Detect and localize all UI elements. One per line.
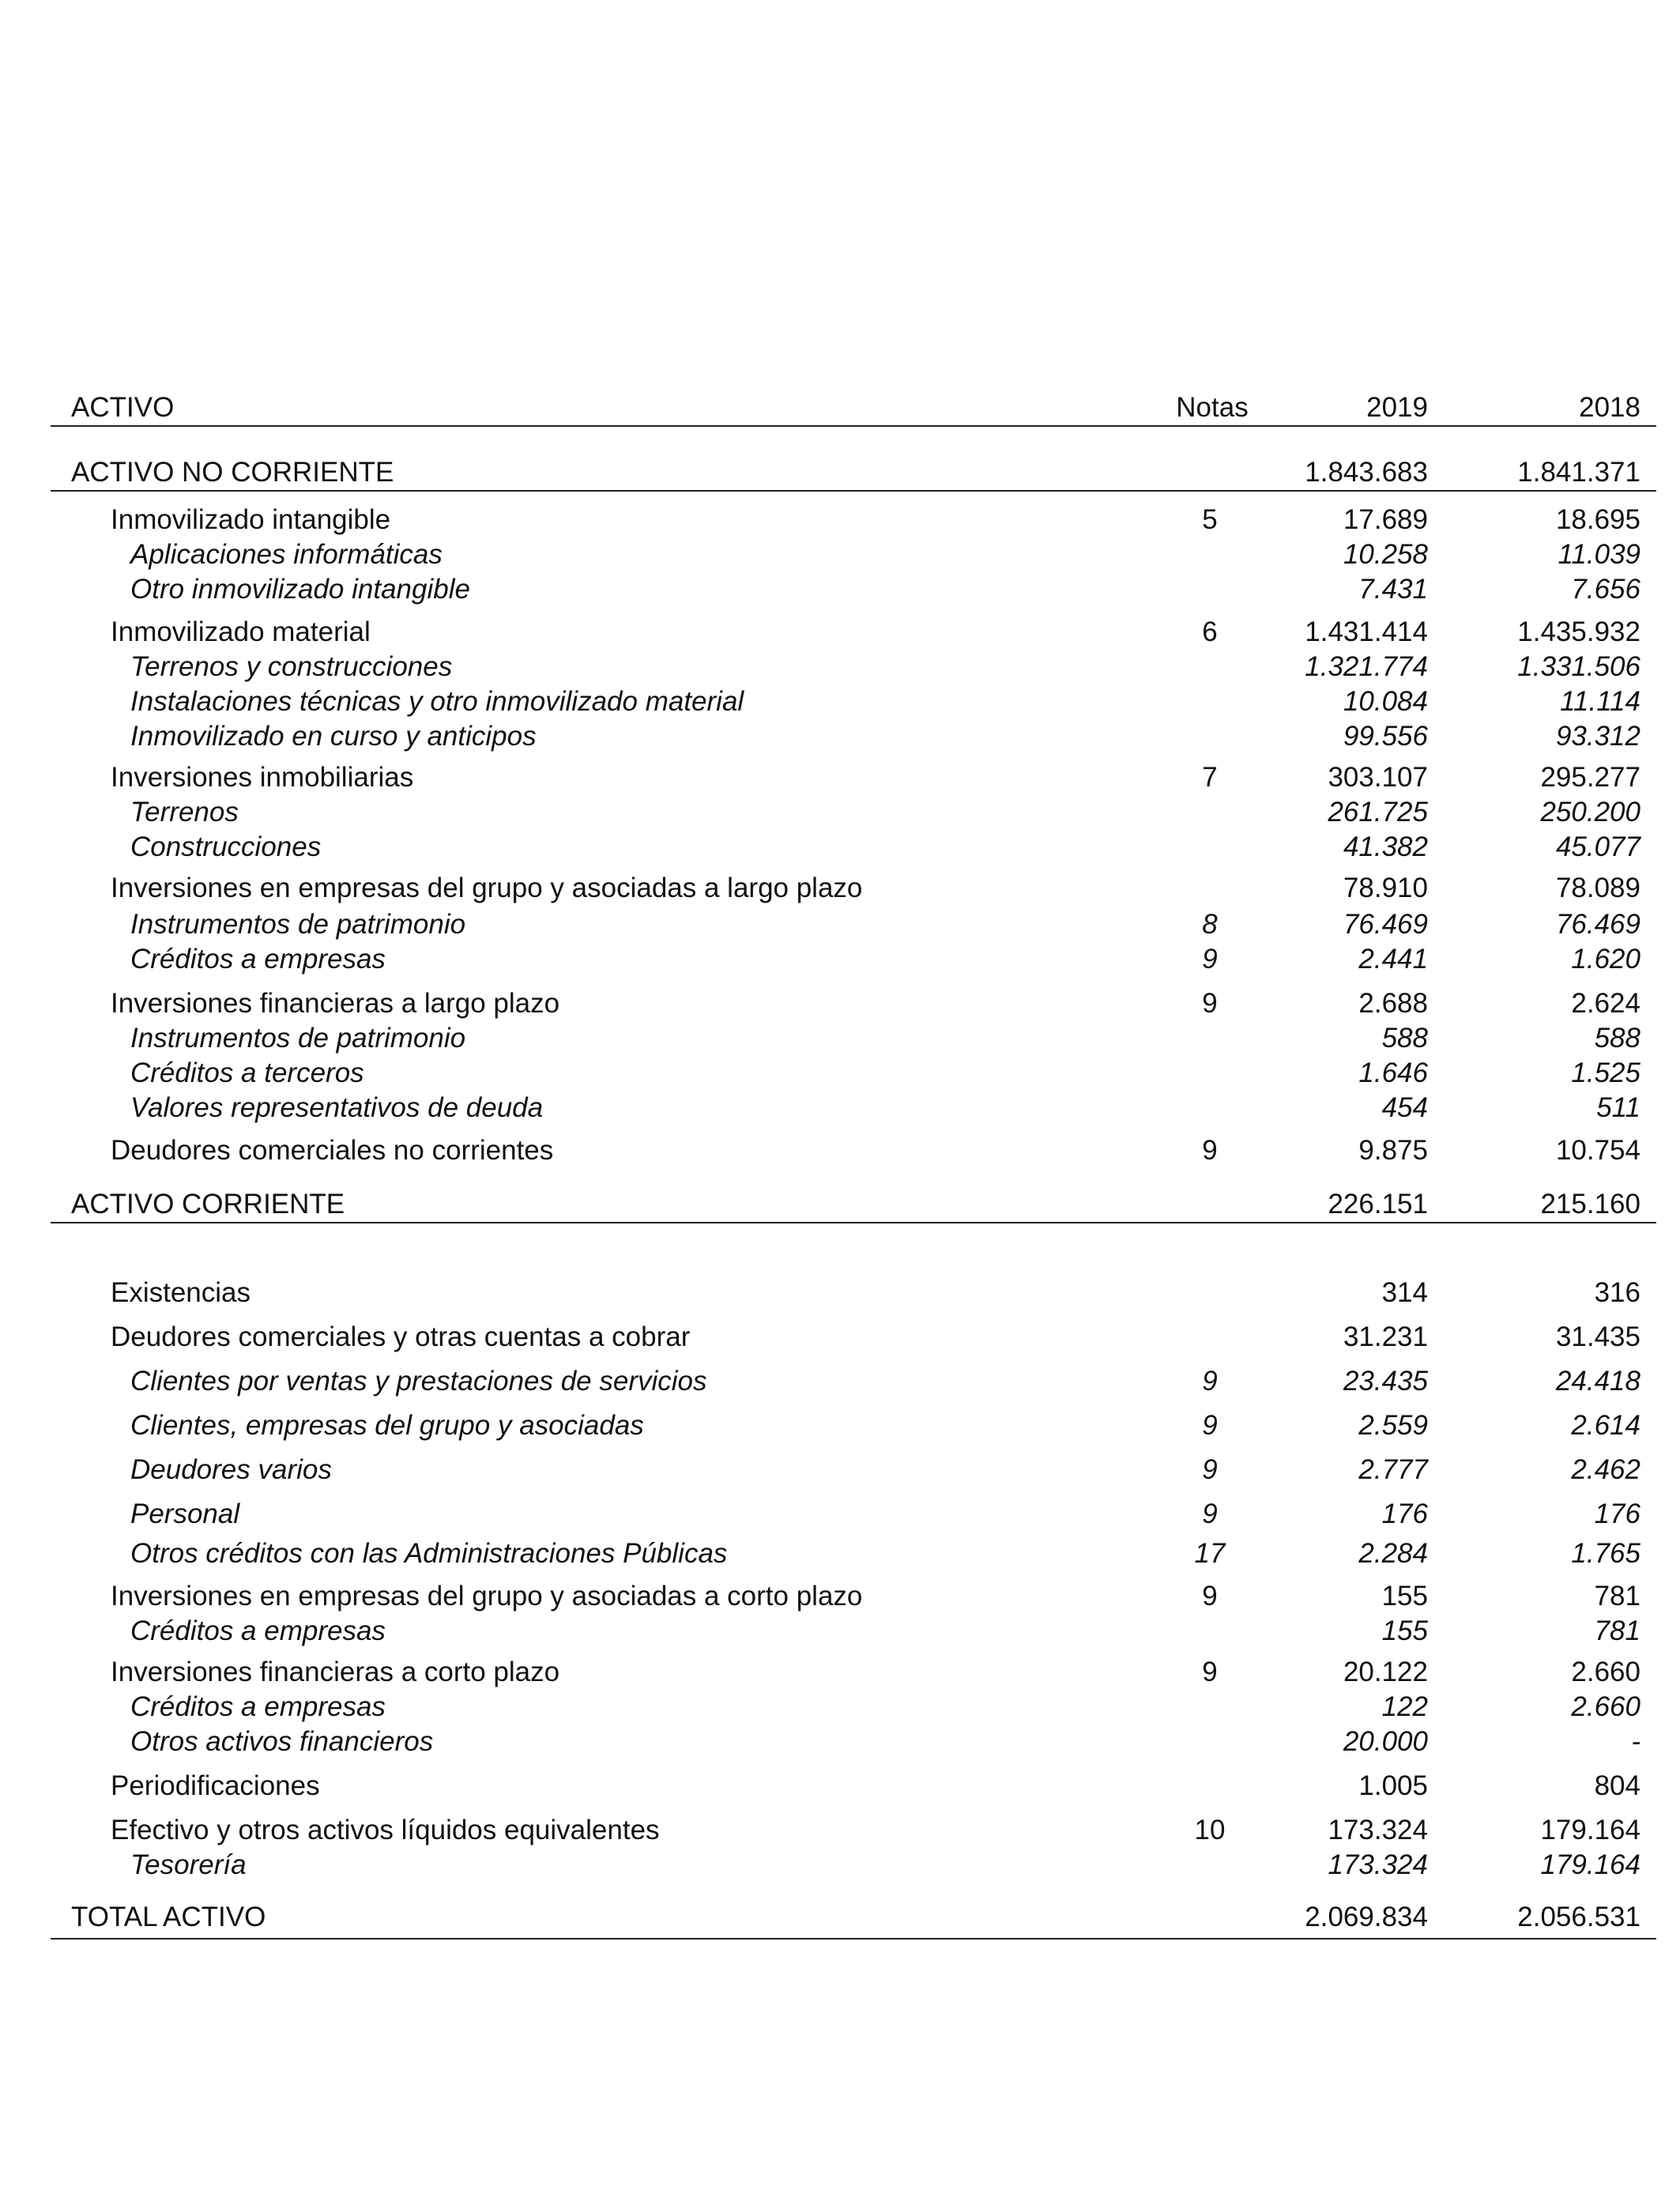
table-row bbox=[51, 1318, 1656, 1356]
row-value-2019: 10.084 bbox=[1343, 686, 1428, 717]
table-row bbox=[51, 869, 1656, 907]
row-value-2019: 1.005 bbox=[1358, 1770, 1428, 1801]
row-value-2019: 41.382 bbox=[1343, 831, 1428, 862]
table-row bbox=[51, 1535, 1656, 1573]
row-value-2018: 76.469 bbox=[1555, 909, 1640, 940]
row-label: Inversiones financieras a corto plazo bbox=[111, 1657, 560, 1687]
row-value-2018: 18.695 bbox=[1555, 504, 1640, 535]
row-value-2018: 511 bbox=[1596, 1092, 1640, 1123]
row-value-2018: 2.660 bbox=[1571, 1657, 1640, 1687]
row-value-2018: 1.435.932 bbox=[1517, 616, 1640, 647]
table-row bbox=[51, 1688, 1656, 1726]
row-value-2019: 76.469 bbox=[1343, 909, 1428, 940]
row-value-2018: 1.525 bbox=[1571, 1057, 1640, 1088]
row-label: Aplicaciones informáticas bbox=[130, 539, 443, 570]
row-label: Personal bbox=[130, 1498, 240, 1529]
row-value-2019: 261.725 bbox=[1328, 797, 1428, 827]
table-row bbox=[51, 1407, 1656, 1445]
row-value-2019: 2.284 bbox=[1358, 1538, 1428, 1569]
row-label: Instrumentos de patrimonio bbox=[130, 909, 466, 940]
row-label: Inversiones financieras a largo plazo bbox=[111, 988, 560, 1019]
row-value-2019: 2.559 bbox=[1358, 1410, 1428, 1441]
header-rule bbox=[51, 425, 1656, 427]
row-value-2019: 226.151 bbox=[1328, 1189, 1428, 1220]
row-label: Inmovilizado intangible bbox=[111, 504, 391, 535]
table-row bbox=[51, 941, 1656, 978]
row-note: 9 bbox=[1202, 1366, 1218, 1397]
table-row bbox=[51, 718, 1656, 756]
table-row bbox=[51, 906, 1656, 944]
table-row bbox=[51, 1612, 1656, 1650]
row-value-2019: 1.646 bbox=[1358, 1057, 1428, 1088]
row-label: Efectivo y otros activos líquidos equivalentes bbox=[111, 1815, 660, 1845]
table-row bbox=[51, 1186, 1656, 1223]
row-value-2018: 10.754 bbox=[1555, 1135, 1640, 1166]
row-label: Créditos a empresas bbox=[130, 1615, 386, 1646]
row-value-2019: 173.324 bbox=[1328, 1849, 1428, 1880]
row-label: Tesorería bbox=[130, 1849, 247, 1880]
row-value-2019: 9.875 bbox=[1358, 1135, 1428, 1166]
row-value-2019: 176 bbox=[1381, 1498, 1428, 1529]
row-value-2019: 454 bbox=[1381, 1092, 1428, 1123]
row-value-2019: 155 bbox=[1381, 1581, 1428, 1612]
row-note: 9 bbox=[1202, 988, 1218, 1019]
row-label: Créditos a terceros bbox=[130, 1057, 364, 1088]
row-value-2019: 1.843.683 bbox=[1305, 457, 1428, 488]
table-row bbox=[51, 454, 1656, 492]
row-note: 9 bbox=[1202, 1581, 1218, 1612]
row-note: 5 bbox=[1202, 504, 1218, 535]
row-note: 8 bbox=[1202, 909, 1218, 940]
row-note: 9 bbox=[1202, 1657, 1218, 1687]
row-value-2019: 99.556 bbox=[1343, 721, 1428, 752]
table-row bbox=[51, 683, 1656, 721]
row-value-2019: 122 bbox=[1381, 1691, 1428, 1722]
row-label: Periodificaciones bbox=[111, 1770, 320, 1801]
row-label: Inmovilizado material bbox=[111, 616, 371, 647]
table-row bbox=[51, 613, 1656, 651]
row-value-2018: 2.056.531 bbox=[1517, 1902, 1640, 1932]
table-row bbox=[51, 1723, 1656, 1761]
row-value-2018: 11.114 bbox=[1560, 686, 1640, 717]
row-label: Créditos a empresas bbox=[130, 1691, 386, 1722]
table-header bbox=[51, 389, 1656, 427]
table-row bbox=[51, 1846, 1656, 1884]
header-year-2019: 2019 bbox=[1366, 392, 1428, 423]
table-row bbox=[51, 794, 1656, 831]
table-row bbox=[51, 501, 1656, 539]
table-row bbox=[51, 1653, 1656, 1691]
row-value-2019: 20.000 bbox=[1343, 1726, 1428, 1757]
row-label: Instrumentos de patrimonio bbox=[130, 1023, 466, 1054]
table-row bbox=[51, 759, 1656, 797]
row-label: Deudores comerciales no corrientes bbox=[111, 1135, 554, 1166]
row-label: Otros créditos con las Administraciones Públicas bbox=[130, 1538, 728, 1569]
table-row bbox=[51, 571, 1656, 609]
row-label: Existencias bbox=[111, 1277, 251, 1308]
row-note: 9 bbox=[1202, 944, 1218, 974]
row-note: 9 bbox=[1202, 1454, 1218, 1485]
row-value-2018: 1.331.506 bbox=[1517, 651, 1640, 682]
row-value-2018: 588 bbox=[1594, 1023, 1640, 1054]
row-value-2019: 10.258 bbox=[1343, 539, 1428, 570]
row-value-2018: 781 bbox=[1594, 1581, 1640, 1612]
row-value-2018: 1.765 bbox=[1571, 1538, 1640, 1569]
row-note: 10 bbox=[1194, 1815, 1226, 1845]
row-value-2019: 155 bbox=[1381, 1615, 1428, 1646]
total-rule bbox=[51, 1938, 1656, 1940]
row-value-2018: 316 bbox=[1594, 1277, 1640, 1308]
row-value-2018: 45.077 bbox=[1555, 831, 1640, 862]
row-value-2018: 250.200 bbox=[1540, 797, 1640, 827]
row-label: ACTIVO NO CORRIENTE bbox=[71, 457, 394, 488]
row-value-2018: 24.418 bbox=[1555, 1366, 1640, 1397]
row-value-2018: 2.660 bbox=[1571, 1691, 1640, 1722]
row-value-2018: 2.462 bbox=[1571, 1454, 1640, 1485]
table-row bbox=[51, 1898, 1656, 1936]
table-row bbox=[51, 1020, 1656, 1057]
table-row bbox=[51, 1132, 1656, 1170]
row-label: Otro inmovilizado intangible bbox=[130, 574, 470, 605]
row-label: Terrenos bbox=[130, 797, 239, 827]
row-note: 9 bbox=[1202, 1498, 1218, 1529]
row-value-2019: 7.431 bbox=[1358, 574, 1428, 605]
row-value-2019: 2.777 bbox=[1358, 1454, 1428, 1485]
row-value-2018: 1.620 bbox=[1571, 944, 1640, 974]
row-value-2018: 804 bbox=[1594, 1770, 1640, 1801]
row-value-2018: 179.164 bbox=[1540, 1849, 1640, 1880]
row-value-2019: 314 bbox=[1381, 1277, 1428, 1308]
row-value-2019: 303.107 bbox=[1328, 762, 1428, 793]
table-row bbox=[51, 648, 1656, 686]
row-label: Terrenos y construcciones bbox=[130, 651, 453, 682]
row-label: Inversiones inmobiliarias bbox=[111, 762, 414, 793]
header-year-2018: 2018 bbox=[1579, 392, 1640, 423]
noncurrent-rule bbox=[51, 490, 1656, 492]
table-row bbox=[51, 1274, 1656, 1312]
table-row bbox=[51, 1451, 1656, 1489]
row-value-2018: 78.089 bbox=[1555, 873, 1640, 903]
row-value-2018: 781 bbox=[1594, 1615, 1640, 1646]
row-label: Inmovilizado en curso y anticipos bbox=[130, 721, 537, 752]
header-notes: Notas bbox=[1176, 392, 1249, 423]
row-value-2019: 2.441 bbox=[1358, 944, 1428, 974]
table-row bbox=[51, 536, 1656, 574]
header-title: ACTIVO bbox=[71, 392, 175, 423]
row-note: 17 bbox=[1194, 1538, 1226, 1569]
table-row bbox=[51, 1363, 1656, 1400]
row-label: Créditos a empresas bbox=[130, 944, 386, 974]
table-row bbox=[51, 1054, 1656, 1092]
row-label: TOTAL ACTIVO bbox=[71, 1902, 266, 1932]
table-row bbox=[51, 985, 1656, 1023]
row-label: Otros activos financieros bbox=[130, 1726, 434, 1757]
row-note: 9 bbox=[1202, 1135, 1218, 1166]
row-note: 9 bbox=[1202, 1410, 1218, 1441]
table-row bbox=[51, 1578, 1656, 1615]
row-label: Clientes, empresas del grupo y asociadas bbox=[130, 1410, 644, 1441]
table-row bbox=[51, 1811, 1656, 1849]
row-value-2019: 78.910 bbox=[1343, 873, 1428, 903]
row-value-2019: 1.321.774 bbox=[1305, 651, 1428, 682]
row-value-2018: 295.277 bbox=[1540, 762, 1640, 793]
row-value-2019: 17.689 bbox=[1343, 504, 1428, 535]
row-label: Inversiones en empresas del grupo y asociadas a largo plazo bbox=[111, 873, 863, 903]
row-value-2019: 173.324 bbox=[1328, 1815, 1428, 1845]
row-value-2018: - bbox=[1631, 1726, 1640, 1757]
row-label: Inversiones en empresas del grupo y asociadas a corto plazo bbox=[111, 1581, 863, 1612]
table-row bbox=[51, 1767, 1656, 1805]
row-note: 6 bbox=[1202, 616, 1218, 647]
row-value-2018: 2.624 bbox=[1571, 988, 1640, 1019]
row-value-2018: 176 bbox=[1594, 1498, 1640, 1529]
row-value-2019: 1.431.414 bbox=[1305, 616, 1428, 647]
row-value-2019: 588 bbox=[1381, 1023, 1428, 1054]
row-label: Instalaciones técnicas y otro inmovilizado material bbox=[130, 686, 744, 717]
table-row bbox=[51, 828, 1656, 866]
row-value-2019: 31.231 bbox=[1343, 1321, 1428, 1352]
row-note: 7 bbox=[1202, 762, 1218, 793]
row-value-2019: 2.069.834 bbox=[1305, 1902, 1428, 1932]
row-value-2019: 2.688 bbox=[1358, 988, 1428, 1019]
row-value-2018: 2.614 bbox=[1571, 1410, 1640, 1441]
table-row bbox=[51, 1089, 1656, 1127]
row-value-2018: 7.656 bbox=[1571, 574, 1640, 605]
row-label: Deudores varios bbox=[130, 1454, 332, 1485]
row-label: Clientes por ventas y prestaciones de servicios bbox=[130, 1366, 707, 1397]
row-value-2019: 20.122 bbox=[1343, 1657, 1428, 1687]
row-value-2018: 11.039 bbox=[1558, 539, 1640, 570]
row-label: Construcciones bbox=[130, 831, 322, 862]
row-value-2018: 1.841.371 bbox=[1517, 457, 1640, 488]
row-label: Valores representativos de deuda bbox=[130, 1092, 544, 1123]
row-value-2018: 93.312 bbox=[1555, 721, 1640, 752]
row-label: ACTIVO CORRIENTE bbox=[71, 1189, 345, 1220]
row-value-2018: 215.160 bbox=[1540, 1189, 1640, 1220]
row-value-2018: 31.435 bbox=[1555, 1321, 1640, 1352]
row-value-2018: 179.164 bbox=[1540, 1815, 1640, 1845]
current-rule bbox=[51, 1222, 1656, 1223]
row-label: Deudores comerciales y otras cuentas a cobrar bbox=[111, 1321, 691, 1352]
table-row bbox=[51, 1495, 1656, 1533]
row-value-2019: 23.435 bbox=[1343, 1366, 1428, 1397]
